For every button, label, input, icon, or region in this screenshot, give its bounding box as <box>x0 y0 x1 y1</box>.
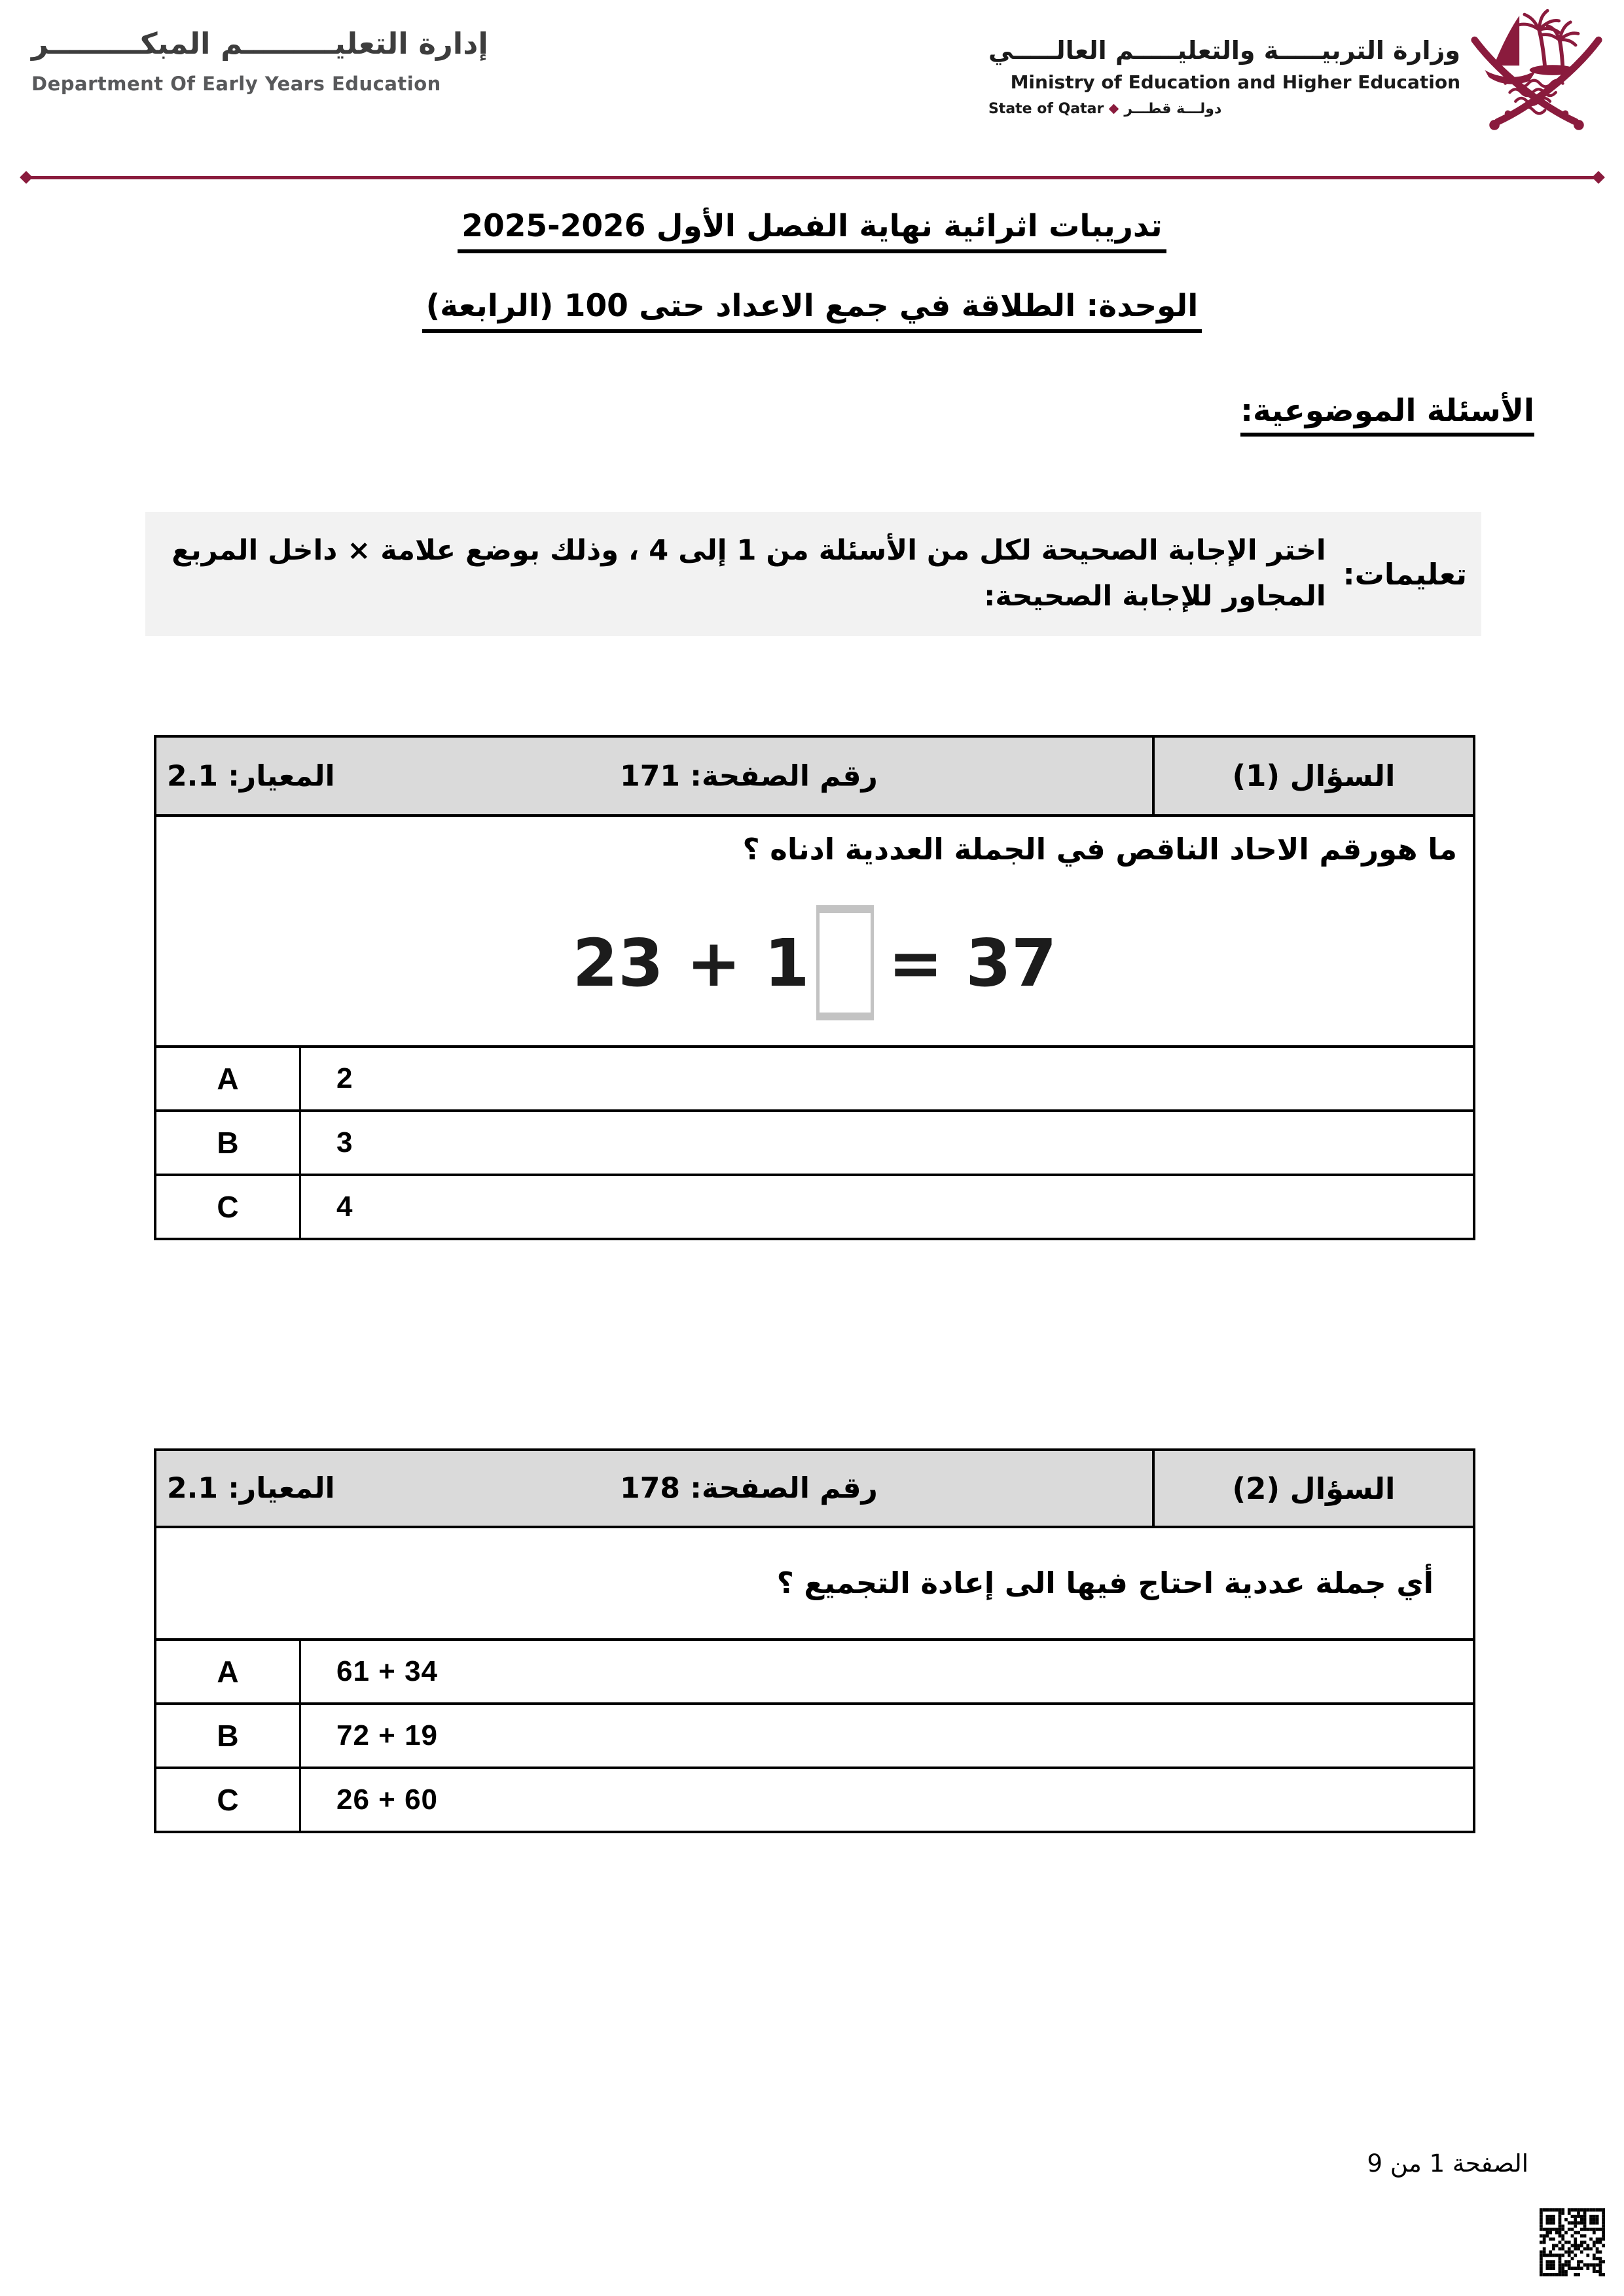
unit-title: الوحدة: الطلاقة في جمع الاعداد حتى 100 (الرابعة) <box>0 288 1624 333</box>
standard-label: المعيار: 2.1 <box>167 1471 335 1505</box>
ministry-name-en: Ministry of Education and Higher Education <box>1010 71 1460 93</box>
option-row <box>156 1705 1473 1769</box>
option-value: 4 <box>336 1191 353 1223</box>
option-letter: A <box>156 1048 301 1109</box>
option-row <box>156 1048 1473 1112</box>
option-letter: A <box>156 1641 301 1702</box>
header-rule <box>24 176 1601 179</box>
option-row <box>156 1176 1473 1238</box>
question-text: ما هورقم الاحاد الناقص في الجملة العددية ادناه ؟ <box>742 832 1457 867</box>
page-ref-label: رقم الصفحة: 178 <box>620 1471 878 1505</box>
equation <box>573 905 1057 1020</box>
page-number: الصفحة 1 من 9 <box>1367 2149 1528 2178</box>
equation-left: 23 + 1 <box>572 924 810 1001</box>
question-1-header <box>156 738 1473 817</box>
option-row <box>156 1112 1473 1176</box>
department-name-ar: إدارة التعليـــــــــم المبكـــــــــر <box>31 26 488 61</box>
missing-digit-box <box>816 905 874 1020</box>
option-letter: C <box>156 1769 301 1831</box>
standard-label: المعيار: 2.1 <box>167 759 335 793</box>
question-table-1 <box>154 735 1475 1240</box>
exam-title: تدريبات اثرائية نهاية الفصل الأول 2026-2025 <box>0 208 1624 253</box>
section-heading: الأسئلة الموضوعية: <box>1240 393 1534 437</box>
instructions-text: اختر الإجابة الصحيحة لكل من الأسئلة من 1 إلى 4 ، وذلك بوضع علامة × داخل المربع المجاور للإجابة الصحيحة: <box>171 534 1326 613</box>
option-value: 3 <box>336 1126 353 1158</box>
diamond-separator-icon <box>1109 104 1119 115</box>
state-line <box>988 101 1460 117</box>
question-number: السؤال (1) <box>1152 738 1473 814</box>
option-value: 72 + 19 <box>336 1719 439 1751</box>
option-row <box>156 1769 1473 1831</box>
option-value: 26 + 60 <box>336 1784 439 1816</box>
instructions-label: تعليمات: <box>1343 556 1467 592</box>
question-number: السؤال (2) <box>1152 1451 1473 1526</box>
state-name-en: State of Qatar <box>988 101 1104 117</box>
equation-right: = 37 <box>888 924 1057 1001</box>
department-name-en: Department Of Early Years Education <box>31 73 441 95</box>
qr-code <box>1540 2208 1605 2276</box>
instructions-box <box>145 512 1481 636</box>
ministry-text-block <box>988 36 1460 117</box>
header-left <box>31 26 488 95</box>
qatar-emblem-icon <box>1470 7 1604 135</box>
page-ref-label: رقم الصفحة: 171 <box>620 759 878 793</box>
question-table-2 <box>154 1448 1475 1833</box>
option-letter: C <box>156 1176 301 1238</box>
header-right <box>988 7 1604 135</box>
option-letter: B <box>156 1705 301 1767</box>
question-2-body <box>156 1528 1473 1641</box>
state-name-ar: دولـــة قطـــر <box>1124 101 1222 117</box>
option-letter: B <box>156 1112 301 1174</box>
question-text: أي جملة عددية احتاج فيها الى إعادة التجميع ؟ <box>776 1566 1434 1601</box>
option-row <box>156 1641 1473 1705</box>
question-1-body <box>156 817 1473 1048</box>
ministry-name-ar: وزارة التربيـــــة والتعليـــــم العالـــــي <box>988 36 1460 65</box>
option-value: 2 <box>336 1062 353 1094</box>
option-value: 61 + 34 <box>336 1655 439 1687</box>
question-2-header <box>156 1451 1473 1528</box>
